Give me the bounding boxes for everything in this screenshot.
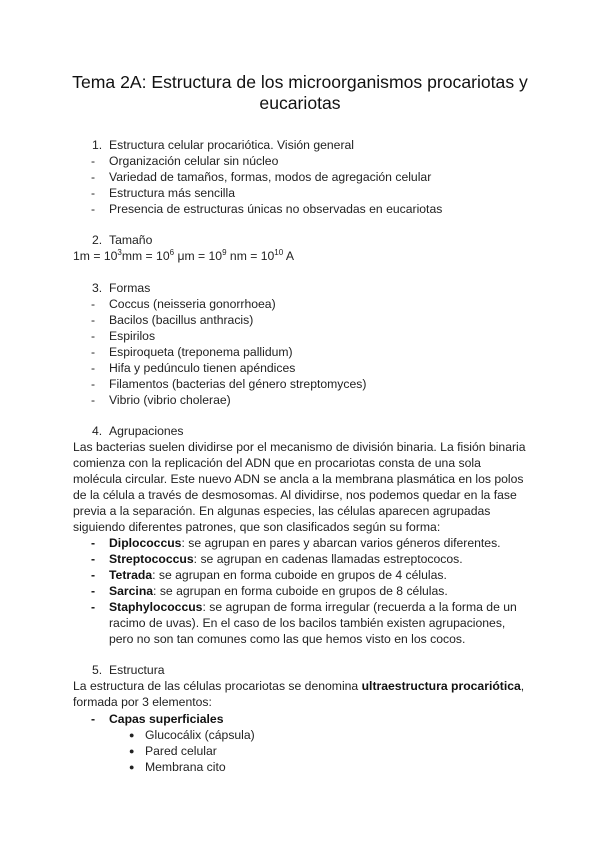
title-line-1: Tema 2A: Estructura de los microorganismos procariotas y <box>72 72 528 92</box>
dash-marker: - <box>91 377 96 391</box>
sub-heading: Capas superficiales <box>109 712 224 726</box>
paragraph-agrupaciones: Las bacterias suelen dividirse por el mecanismo de división binaria. La fisión binaria comienza con la replicación del ADN que en procariotas consta de una sola molécula circular. Este nuevo ADN se ancla a la membrana plasmática en los polos de la célula a través de desmosomas. Al dividirse, nos podemos quedar en la fase previa a la separación. En algunas especies, las células aparecen agrupadas siguiendo diferentes patrones, que son clasificados según su forma: <box>73 440 526 534</box>
dash-marker: - <box>91 170 96 184</box>
section-number: 1. <box>92 138 103 152</box>
dash-marker: - <box>91 712 96 726</box>
bullet-icon: ● <box>129 730 135 740</box>
section-number: 5. <box>92 663 103 677</box>
section-title: Estructura <box>109 663 165 677</box>
term: Streptococcus <box>109 552 194 566</box>
dash-marker: - <box>91 345 96 359</box>
term: Tetrada <box>109 568 153 582</box>
dash-marker: - <box>91 186 96 200</box>
dash-marker: - <box>91 154 96 168</box>
size-equation: $1m = 10^3mm = 10^6$ $\mu m = 10^9$ nm = $10^{10}$ A <box>73 248 295 263</box>
section-number: 4. <box>92 424 103 438</box>
section-title: Agrupaciones <box>109 424 184 438</box>
bullet-icon: ● <box>129 746 135 756</box>
dash-marker: - <box>91 329 96 343</box>
dash-marker: - <box>91 393 96 407</box>
term: Staphylococcus <box>109 600 203 614</box>
term: Sarcina <box>109 584 154 598</box>
bullet-icon: ● <box>129 762 135 772</box>
list-item-continuation: racimo de uvas). En el caso de los bacilos también existen agrupaciones, <box>109 616 506 630</box>
section-title: Estructura celular procariótica. Visión general <box>109 138 354 152</box>
paragraph-estructura: La estructura de las células procariotas se denomina ultraestructura procariótica, <box>73 679 525 693</box>
dash-marker: - <box>91 600 96 614</box>
dash-marker: - <box>91 584 96 598</box>
section-number: 2. <box>92 233 103 247</box>
page-title <box>60 72 540 114</box>
paragraph-estructura-line-2: formada por 3 elementos: <box>73 695 212 709</box>
dash-marker: - <box>91 361 96 375</box>
dash-marker: - <box>91 568 96 582</box>
section-number: 3. <box>92 281 103 295</box>
list-item-continuation: pero no son tan comunes como las que hemos visto en los cocos. <box>109 632 466 646</box>
section-title: Formas <box>109 281 151 295</box>
dash-marker: - <box>91 536 96 550</box>
dash-marker: - <box>91 313 96 327</box>
section-title: Tamaño <box>109 233 153 247</box>
title-line-2: eucariotas <box>259 93 341 113</box>
dash-marker: - <box>91 297 96 311</box>
dash-marker: - <box>91 202 96 216</box>
document-page: Tema 2A: Estructura de los microorganismos procariotas y eucariotas 1. Estructura celular procariótica. Visión general - Organización celular sin núcleo - Variedad de tamaños, formas, modos de agregación celular - Estructura más sencilla - Presencia de estructuras únicas no observadas en eucariotas 2. Tamaño $1m = 10^3mm = 10^6$ $\mu m = 10^9$ nm = $10^{10}$ A 3. Formas - Coccus (neisseria gonorrhoea) - Bacilos (bacillus anthracis) - Espirilos - Espiroqueta (treponema pallidum) - Hifa y pedúnculo tienen apéndices - Filamentos (bacterias del género streptomyces) - Vibrio (vibrio cholerae) 4. Agrupaciones Las bacterias suelen dividirse por el mecanismo de división binaria. La fisión binaria comienza con la replicación del ADN que en procariotas consta de una sola molécula circular. Este nuevo ADN se ancla a la membrana plasmática en los polos de la célula a través de desmosomas. Al dividirse, nos podemos quedar en la fase previa a la separación. En algunas especies, las células aparecen agrupadas siguiendo diferentes patrones, que son clasificados según su forma: - Diplococcus: se agrupan en pares y abarcan varios géneros diferentes. - Streptococcus: se agrupan en cadenas llamadas estreptococos. - Tetrada: se agrupan en forma cuboide en grupos de 4 células. - Sarcina: se agrupan en forma cuboide en grupos de 8 células. - Staphylococcus: se agrupan de forma irregular (recuerda a la forma de un racimo de uvas). En el caso de los bacilos también existen agrupaciones, pero no son tan comunes como las que hemos visto en los cocos. 5. Estructura La estructura de las células procariotas se denomina ultraestructura procariótica, formada por 3 elementos: - Capas superficiales ● Glucocálix (cápsula) ● Pared celular ● Membrana cito <box>0 0 600 848</box>
dash-marker: - <box>91 552 96 566</box>
term: Diplococcus <box>109 536 182 550</box>
